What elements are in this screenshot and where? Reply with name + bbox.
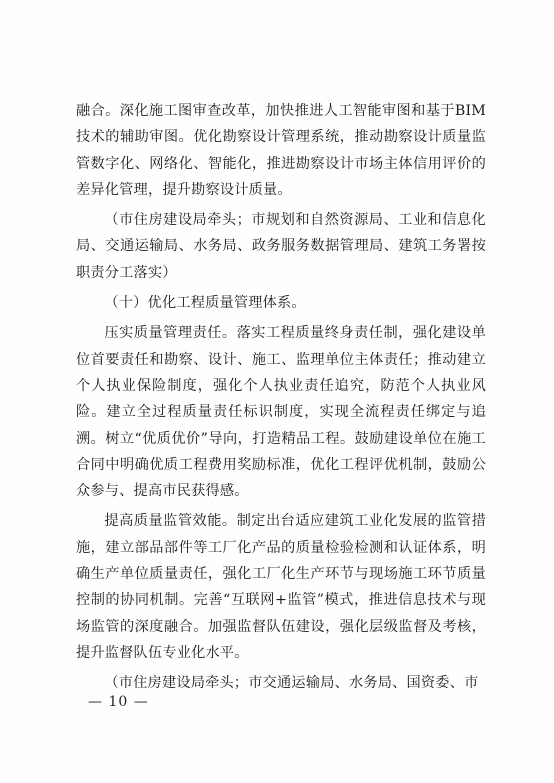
paragraph-construction-drawing-review: 融合。深化施工图审查改革，加快推进人工智能审图和基于BIM技术的辅助审图。优化勘察设计管理系统，推动勘察设计质量监管数字化、网络化、智能化，推进勘察设计市场主体信用评价的差异化管理，提升勘察设计质量。 — [76, 103, 486, 198]
paragraph-quality-supervision: 提高质量监管效能。制定出台适应建筑工业化发展的监管措施，建立部品部件等工厂化产品的质量检验检测和认证体系，明确生产单位质量责任，强化工厂化生产环节与现场施工环节质量控制的协同机制。完善“互联网+监管”模式，推进信息技术与现场监管的深度融合。加强监督队伍建设，强化层级监督及考核，提升监督队伍专业化水平。 — [76, 513, 486, 661]
section-heading-quality-management: （十）优化工程质量管理体系。 — [104, 295, 306, 312]
paragraph-responsibility-note-1: （市住房建设局牵头；市规划和自然资源局、工业和信息化局、交通运输局、水务局、政务服务数据管理局、建筑工务署按职责分工落实） — [76, 212, 486, 281]
page-number: — 10 — — [88, 694, 149, 710]
document-body — [76, 98, 486, 697]
paragraph-quality-responsibility: 压实质量管理责任。落实工程质量终身责任制，强化建设单位首要责任和勘察、设计、施工、监理单位主体责任；推动建立个人执业保险制度，强化个人执业责任追究，防范个人执业风险。建立全过程质量责任标识制度，实现全流程责任绑定与追溯。树立“优质优价”导向，打造精品工程。鼓励建设单位在施工合同中明确优质工程费用奖励标准，优化工程评优机制，鼓励公众参与、提高市民获得感。 — [76, 325, 486, 500]
paragraph-responsibility-note-2: （市住房建设局牵头；市交通运输局、水务局、国资委、市 — [104, 675, 479, 692]
